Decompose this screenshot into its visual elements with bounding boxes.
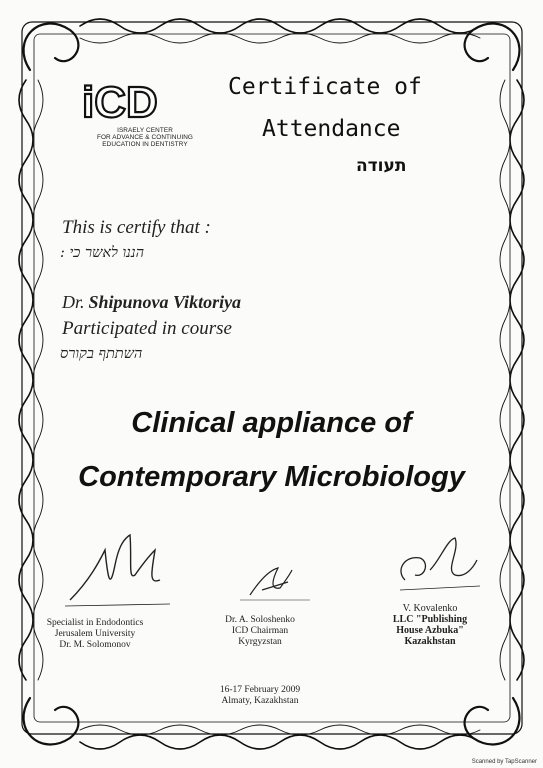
certificate-title-line1: Certificate of bbox=[228, 74, 422, 100]
event-place: Almaty, Kazakhstan bbox=[221, 696, 299, 706]
signatory-line: Specialist in Endodontics bbox=[46, 618, 144, 628]
event-date: 16-17 February 2009 bbox=[219, 685, 301, 695]
logo-line: EDUCATION IN DENTISTRY bbox=[102, 141, 188, 148]
recipient-name bbox=[62, 292, 241, 313]
certificate-title-line2: Attendance bbox=[262, 116, 401, 142]
participated-text-hebrew: השתתף בקורס bbox=[60, 346, 143, 362]
name-prefix: Dr. bbox=[62, 292, 85, 312]
signatory-line: Jerusalem University bbox=[54, 629, 136, 639]
signatory-line: V. Kovalenko bbox=[402, 603, 458, 614]
scanner-watermark: Scanned by TapScanner bbox=[471, 759, 537, 765]
logo-line: FOR ADVANCE & CONTINUING bbox=[96, 134, 194, 141]
signatory-line: ICD Chairman bbox=[231, 626, 289, 636]
logo-caption bbox=[80, 127, 210, 148]
signatory-soloshenko bbox=[205, 615, 315, 648]
icd-logo bbox=[80, 75, 215, 155]
signatory-line: Dr. M. Solomonov bbox=[59, 640, 131, 650]
svg-text:iCD: iCD bbox=[82, 78, 158, 125]
signatory-line: Kazakhstan bbox=[404, 636, 456, 647]
course-title-line1: Clinical appliance of bbox=[131, 407, 412, 439]
signatory-solomonov bbox=[40, 618, 150, 651]
certify-text-hebrew: הננו לאשר כי : bbox=[60, 245, 145, 261]
name-value: Shipunova Viktoriya bbox=[88, 292, 242, 312]
logo-line: ISRAELY CENTER bbox=[117, 127, 173, 134]
certificate-title-hebrew: תעודה bbox=[356, 156, 407, 176]
signatory-kovalenko bbox=[370, 603, 490, 647]
signature-kovalenko bbox=[385, 530, 485, 600]
icd-logo-mark bbox=[80, 75, 176, 125]
signatory-line: LLC "Publishing bbox=[392, 614, 468, 625]
signature-soloshenko bbox=[240, 560, 310, 605]
certify-text: This is certify that : bbox=[62, 217, 211, 238]
signatory-line: Kyrgyzstan bbox=[238, 637, 282, 647]
participated-text: Participated in course bbox=[62, 318, 232, 339]
event-date-place bbox=[205, 685, 315, 707]
course-title-line2: Contemporary Microbiology bbox=[78, 461, 465, 493]
signatory-line: Dr. A. Soloshenko bbox=[225, 615, 295, 625]
signature-solomonov bbox=[60, 520, 180, 615]
signatory-line: House Azbuka" bbox=[396, 625, 464, 636]
